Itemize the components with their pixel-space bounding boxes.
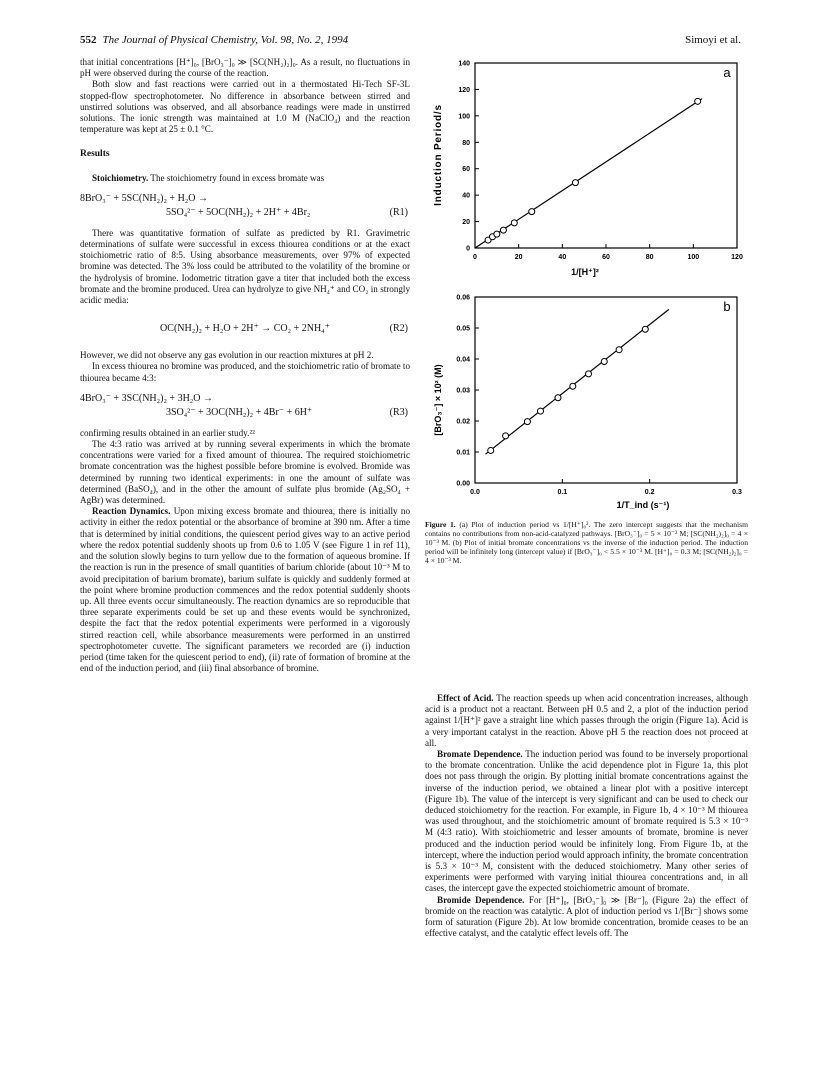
data-point (572, 180, 578, 186)
paragraph-text: The stoichiometry found in excess bromate was (148, 172, 325, 183)
data-point (695, 98, 701, 104)
run-in-heading: Reaction Dynamics. (92, 506, 171, 517)
paragraph: Both slow and fast reactions were carried out in a thermostated Hi-Tech SF-3L stopped-flow spectrophotometer. No difference in absorbance between stirred and unstirred solutions was observed, and all absorbance readings were made in unstirred solutions. The ionic strength was maintained at 1.0 M (NaClO₄) and the reaction temperature was kept at 25 ± 0.1 °C. (80, 79, 410, 135)
paragraph-reaction-dynamics (80, 506, 410, 674)
y-tick-label: 0.04 (456, 356, 470, 364)
run-in-heading: Bromide Dependence. (437, 894, 525, 905)
paragraph-text: Upon mixing excess bromate and thiourea, there is initially no activity in either the redox potential or the absorbance of bromine at 390 nm. After a time that is determined by initial conditions, the quiescent period gives way to an active period where the redox potential suddenly shoots up from 0.6 to 1.05 V (see Figure 1 in ref 11), and the solution slowly begins to turn yellow due to the formation of aqueous bromine. If the reaction is run in the presence of small quantities of barium chloride (about 10⁻³ M to avoid precipitation of barium bromate), barium sulfate is quickly and suddenly formed at the point where bromine production commences and the redox potential suddenly shoots up. All three events occur simultaneously. The reaction dynamics are so reproducible that three separate experiments could be set up and these events would be synchronized, despite the fact that the redox potential experiments were performed in a vigorously stirred reaction cell, while absorbance measurements were performed in an unstirred spectrophotometer cuvette. The significant parameters we recorded are (i) induction period (time taken for the quiescent period to end), (ii) rate of formation of bromine at the end of the induction period, and (iii) final absorbance of bromine. (80, 506, 410, 674)
paragraph-effect-of-acid (425, 693, 748, 749)
y-tick-label: 100 (458, 113, 470, 121)
y-tick-label: 60 (462, 166, 470, 174)
x-tick-label: 0.1 (557, 489, 568, 496)
data-point (511, 220, 517, 226)
y-tick-label: 20 (462, 219, 470, 227)
y-tick-label: 0.01 (456, 449, 470, 457)
header-left (80, 34, 348, 46)
data-point (538, 408, 544, 414)
data-point (529, 209, 535, 215)
equation-line: 4BrO₃⁻ + 3SC(NH₂)₂ + 3H₂O → (80, 392, 214, 404)
data-point (524, 419, 530, 425)
data-point (601, 358, 607, 364)
equation-tag: (R1) (389, 206, 408, 218)
caption-text: (a) Plot of induction period vs 1/[H⁺]₀². The zero intercept suggests that the mechanism contains no contributions from non-acid-catalyzed pathways. [BrO₃⁻]₀ = 5 × 10⁻² M; [SC(NH₂)₂]₀ = 4 × 10⁻³ M. (b) Plot of initial bromate concentrations vs the inverse of the induction period. The induction period will be infinitely long (intercept value) if [BrO₃⁻]₀ < 5.5 × 10⁻³ M. [H⁺]₀ = 0.3 M; [SC(NH₂)₂]₀ = 4 × 10⁻³ M. (425, 520, 748, 566)
equation-tag: (R2) (389, 323, 408, 335)
panel-label: a (723, 65, 731, 80)
data-point (570, 383, 576, 389)
header-authors: Simoyi et al. (685, 34, 741, 46)
data-point (494, 231, 500, 237)
paragraph: confirming results obtained in an earlier study.²² (80, 427, 255, 438)
data-point (616, 347, 622, 353)
journal-title: The Journal of Physical Chemistry, Vol. 98, No. 2, 1994 (102, 34, 349, 46)
data-point (586, 371, 592, 377)
run-in-heading: Effect of Acid. (437, 693, 494, 703)
equation-line: 8BrO₃⁻ + 5SC(NH₂)₂ + H₂O → (80, 192, 209, 204)
y-tick-label: 140 (458, 60, 470, 68)
y-axis-title: [BrO₃⁻] × 10² (M) (433, 364, 443, 436)
y-tick-label: 0.05 (456, 325, 470, 333)
y-tick-label: 0.06 (456, 294, 470, 302)
x-tick-label: 0 (473, 254, 477, 261)
paragraph-bromate-dependence (425, 749, 748, 895)
paragraph-bromide-dependence (425, 895, 748, 940)
panel-label: b (723, 299, 731, 314)
fit-line (485, 309, 668, 454)
x-tick-label: 60 (602, 254, 610, 261)
paragraph-text: For [H⁺]₀, [BrO₃⁻]₀ ≫ [Br⁻]₀ (Figure 2a) the effect of bromide on the reaction was catalytic. A plot of induction period vs 1/[Br⁻] shows some form of saturation (Figure 2b). At low bromide concentration, bromide ceases to be an effective catalyst, and the catalytic effect levels off. The (425, 894, 748, 939)
fit-line (475, 99, 702, 248)
y-tick-label: 0.03 (456, 387, 470, 395)
y-tick-label: 0.02 (456, 418, 470, 426)
equation-line: OC(NH₂)₂ + H₂O + 2H⁺ → CO₂ + 2NH₄⁺ (160, 323, 330, 335)
x-tick-label: 20 (514, 254, 523, 261)
paragraph: that initial concentrations [H⁺]₀, [BrO₃⁻]₀ ≫ [SC(NH₂)₂]₀. As a result, no fluctuations in pH were observed during the course of the reaction. (80, 57, 410, 79)
data-point (503, 433, 509, 439)
paragraph-text: The reaction speeds up when acid concentration increases, although acid is a product not a reactant. Between pH 0.5 and 2, a plot of the induction period against 1/[H⁺]² gave a straight line which passes through the origin (Figure 1a). Acid is a very important catalyst in the reaction. Above pH 5 the reaction does not proceed at all. (425, 693, 748, 748)
figure-1b-chart (425, 290, 755, 516)
figure-caption (425, 520, 748, 565)
paragraph-text: The induction period was found to be inversely proportional to the bromate concentration. Unlike the acid dependence plot in Figure 1a, this plot does not pass through the origin. By plotting initial bromate concentrations against the inverse of the induction period, we obtained a linear plot with a positive intercept (Figure 1b). The value of the intercept is very significant and can be used to check our deduced stoichiometry for the reaction. For example, in Figure 1b, 4 × 10⁻³ M thiourea was used throughout, and the stoichiometric amount of bromate required is 5.3 × 10⁻³ M (4:3 ratio). With stoichiometric and lesser amounts of bromate, bromine is never produced and the induction period would be infinitely long. From Figure 1b, at the intercept, where the induction period would approach infinity, the bromate concentration is 5.3 × 10⁻³ M, consistent with the deduced stoichiometry. Many other series of experiments were performed with varying initial thiourea concentrations and, in all cases, the intercept gave the expected stoichiometric amount of bromate. (425, 749, 748, 894)
x-tick-label: 40 (558, 254, 567, 261)
x-tick-label: 0.3 (732, 489, 742, 496)
x-axis-title: 1/[H⁺]² (571, 267, 599, 277)
y-tick-label: 0.00 (456, 480, 470, 488)
equation-line (80, 406, 410, 420)
y-tick-label: 40 (462, 192, 470, 200)
x-tick-label: 120 (731, 254, 743, 261)
equation-products: 5SO₄²⁻ + 5OC(NH₂)₂ + 2H⁺ + 4Br₂ (166, 206, 311, 218)
left-column (80, 57, 410, 674)
run-in-heading: Bromate Dependence. (437, 749, 523, 760)
x-axis-title: 1/T_ind (s⁻¹) (616, 500, 670, 510)
equation-products: 3SO₄²⁻ + 3OC(NH₂)₂ + 4Br⁻ + 6H⁺ (166, 406, 313, 418)
right-column (425, 693, 748, 939)
y-tick-label: 0 (466, 245, 470, 253)
data-point (555, 395, 561, 401)
data-point (488, 447, 494, 453)
figure-label: Figure 1. (425, 520, 456, 529)
page-number: 552 (80, 34, 97, 46)
x-tick-label: 80 (645, 254, 654, 261)
data-point (500, 227, 506, 233)
equation-r3 (80, 392, 410, 420)
equation-tag: (R3) (389, 406, 408, 418)
x-tick-label: 100 (687, 254, 700, 261)
section-heading-results: Results (80, 149, 110, 160)
x-tick-label: 0.0 (470, 489, 480, 496)
paragraph: In excess thiourea no bromine was produced, and the stoichiometric ratio of bromate to thiourea became 4:3: (80, 361, 410, 383)
y-tick-label: 80 (462, 139, 470, 147)
paragraph-stoichiometry (80, 173, 410, 184)
equation-r2 (80, 322, 410, 336)
run-in-heading: Stoichiometry. (92, 172, 149, 183)
figure-1a-chart (425, 55, 755, 285)
plot-frame (475, 297, 737, 483)
x-tick-label: 0.2 (644, 489, 655, 496)
equation-line (80, 206, 410, 220)
running-header (80, 34, 741, 52)
paragraph: There was quantitative formation of sulfate as predicted by R1. Gravimetric determinations of sulfate were successful in excess thiourea conditions or at the exact stoichiometric ratio of 8:5. Using absorbance measurements, over 97% of expected bromine was detected. The 3% loss could be attributed to the volatility of the bromine or the hydrolysis of bromine. Iodometric titration gave a titer that included both the excess bromate and the bromine produced. Urea can hydrolyze to give NH₄⁺ and CO₂ in strongly acidic media: (80, 227, 410, 306)
paragraph: However, we did not observe any gas evolution in our reaction mixtures at pH 2. (80, 350, 374, 361)
data-point (642, 326, 648, 332)
y-axis-title: Induction Period/s (433, 104, 444, 206)
paragraph: The 4:3 ratio was arrived at by running several experiments in which the bromate concentrations were varied for a fixed amount of thiourea. The required stoichiometric bromate concentration was the highest possible before bromine is evolved. Bromide was determined by running two identical experiments: in one the amount of sulfate was determined (BaSO₄), and in the other the amount of sulfate plus bromide (Ag₂SO₄ + AgBr) was determined. (80, 439, 410, 506)
y-tick-label: 120 (458, 86, 470, 94)
equation-r1 (80, 192, 410, 220)
